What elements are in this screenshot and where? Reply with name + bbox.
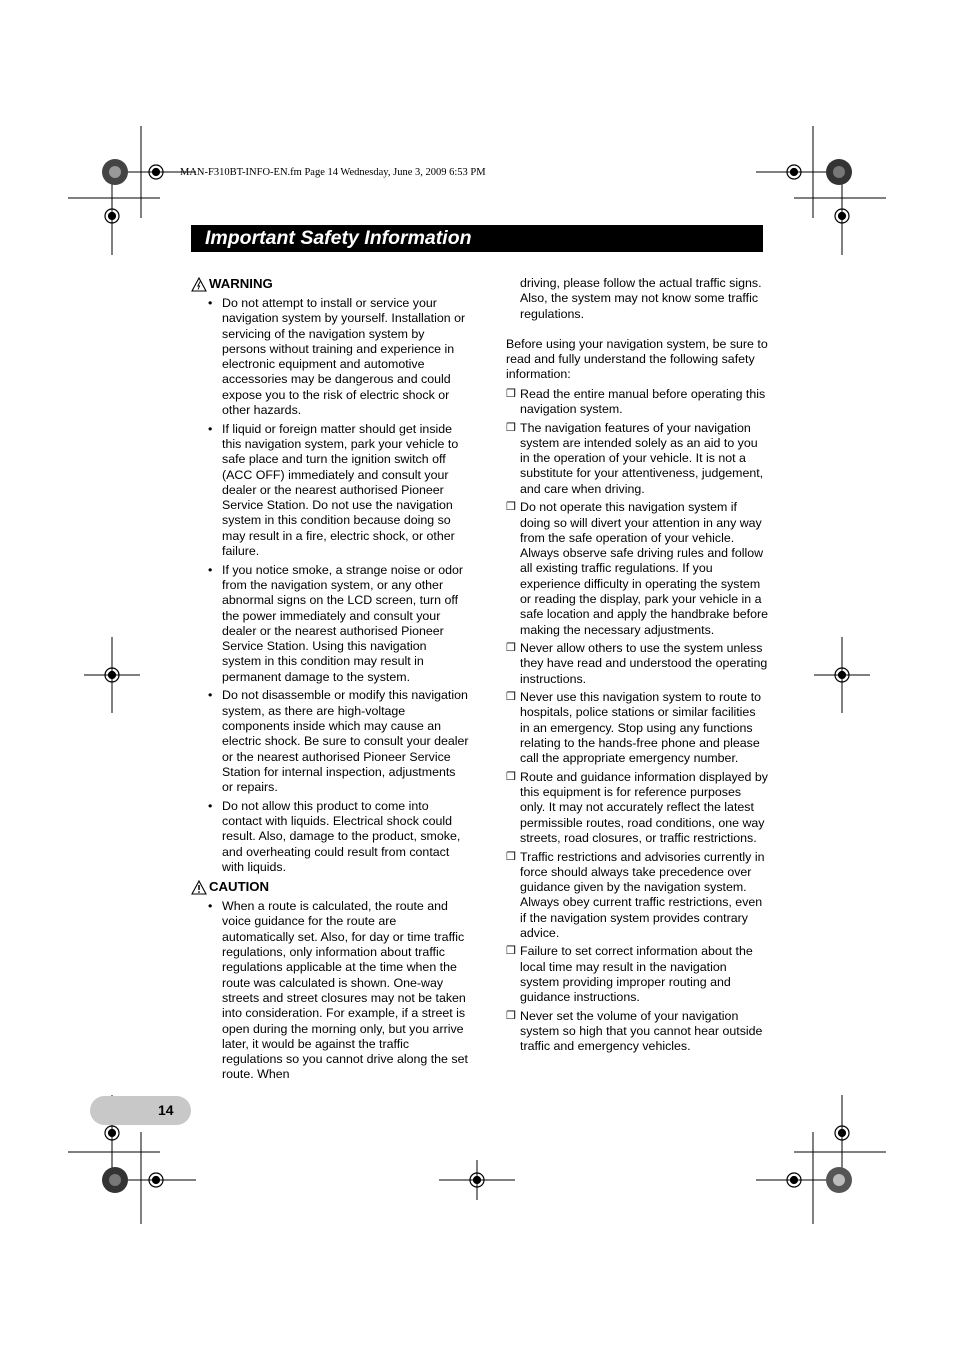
checkbox-icon: ❒ — [506, 642, 516, 655]
left-column — [191, 276, 469, 1086]
caution-continuation: driving, please follow the actual traffic signs. Also, the system may not know some traffic regulations. — [520, 276, 762, 321]
page-number: 14 — [158, 1102, 174, 1118]
checkbox-icon: ❒ — [506, 1009, 516, 1022]
warning-heading — [191, 276, 469, 292]
checklist-item: ❒ Never use this navigation system to route to hospitals, police stations or similar facilities in an emergency. Stop using any functions relating to the hands-free phone and please call the appropriate emergency number. — [506, 690, 762, 766]
checkbox-icon: ❒ — [506, 501, 516, 514]
caution-icon — [191, 880, 207, 895]
list-item: • When a route is calculated, the route and voice guidance for the route are automatically set. Also, for day or time traffic regulations, only information about traffic regulations applicable at the time when the route was calculated is shown. One-way streets and street closures may not be taken into consideration. For example, if a street is open during the morning only, but you arrive later, it would be against the traffic regulations so you cannot drive along the set route. When — [208, 899, 468, 1082]
bullet: • — [208, 562, 213, 577]
caution-list — [191, 899, 469, 1083]
page-number-tab — [90, 1096, 191, 1125]
checklist-item: ❒ Route and guidance information displayed by this equipment is for reference purposes only. It may not accurately reflect the latest permissible routes, road conditions, one way streets, road closures, or traffic restrictions. — [506, 769, 768, 846]
bullet: • — [208, 798, 213, 813]
right-column — [506, 276, 768, 1058]
list-item: • If liquid or foreign matter should get inside this navigation system, park your vehicle to safe place and turn the ignition switch off (ACC OFF) immediately and consult your dealer or the nearest authorised Pioneer Service Station. Do not use the navigation system in this condition because doing so may result in a fire, electric shock, or other failure. — [208, 421, 459, 559]
checklist-item: ❒ Failure to set correct information about the local time may result in the navigation system providing improper routing and guidance instructions. — [506, 944, 753, 1005]
bullet: • — [208, 899, 213, 914]
checklist-item: ❒ Never set the volume of your navigation system so high that you cannot hear outside traffic and emergency vehicles. — [506, 1008, 763, 1054]
list-item: • Do not attempt to install or service your navigation system by yourself. Installation or servicing of the navigation system by persons without training and experience in electronic equipment and automotive accessories may be dangerous and could expose you to the risk of electric shock or other hazards. — [208, 296, 466, 418]
warning-label: WARNING — [209, 276, 273, 291]
caution-heading — [191, 879, 469, 895]
checkbox-icon: ❒ — [506, 850, 516, 863]
checklist-item: ❒ Never allow others to use the system unless they have read and understood the operating instructions. — [506, 641, 768, 686]
checkbox-icon: ❒ — [506, 387, 516, 400]
checklist-item: ❒ Read the entire manual before operating this navigation system. — [506, 386, 766, 417]
page-title: Important Safety Information — [205, 227, 472, 249]
warning-list — [191, 296, 469, 875]
checkbox-icon: ❒ — [506, 945, 516, 958]
checklist-item: ❒ The navigation features of your navigation system are intended solely as an aid to you in the operation of your vehicle. It is not a substitute for your attentiveness, judgement, and care when driving. — [506, 420, 764, 496]
file-header: MAN-F310BT-INFO-EN.fm Page 14 Wednesday, June 3, 2009 6:53 PM — [180, 167, 486, 178]
safety-checklist — [506, 387, 768, 1055]
checkbox-icon: ❒ — [506, 770, 516, 783]
list-item: • If you notice smoke, a strange noise or odor from the navigation system, or any other abnormal signs on the LCD screen, turn off the power immediately and consult your dealer or the nearest authorised Pioneer Service Station. Using this navigation system in this condition may result in permanent damage to the system. — [208, 562, 464, 684]
bullet: • — [208, 421, 213, 436]
list-item: • Do not allow this product to come into contact with liquids. Electrical shock could result. Also, damage to the product, smoke, and overheating could result from contact with liquids. — [208, 798, 461, 874]
bullet: • — [208, 688, 213, 703]
checkbox-icon: ❒ — [506, 421, 516, 434]
caution-label: CAUTION — [209, 879, 270, 895]
intro-paragraph: Before using your navigation system, be sure to read and fully understand the following safety information: — [506, 336, 768, 382]
bullet: • — [208, 296, 213, 310]
checkbox-icon: ❒ — [506, 691, 516, 704]
checklist-item: ❒ Do not operate this navigation system if doing so will divert your attention in any way from the safe operation of your vehicle. Always observe safe driving rules and follow all existing traffic regulations. If you experience difficulty in operating the system or reading the display, park your vehicle in a safe location and apply the handbrake before making the necessary adjustments. — [506, 500, 768, 637]
checklist-item: ❒ Traffic restrictions and advisories currently in force should always take precedence over guidance given by the navigation system. Always obey current traffic restrictions, even if the navigation system provides contrary advice. — [506, 849, 765, 940]
list-item: • Do not disassemble or modify this navigation system, as there are high-voltage components inside which may cause an electric shock. Be sure to consult your dealer or the nearest authorised Pioneer Service Station for internal inspection, adjustments or repairs. — [208, 688, 469, 795]
warning-icon — [191, 277, 207, 292]
